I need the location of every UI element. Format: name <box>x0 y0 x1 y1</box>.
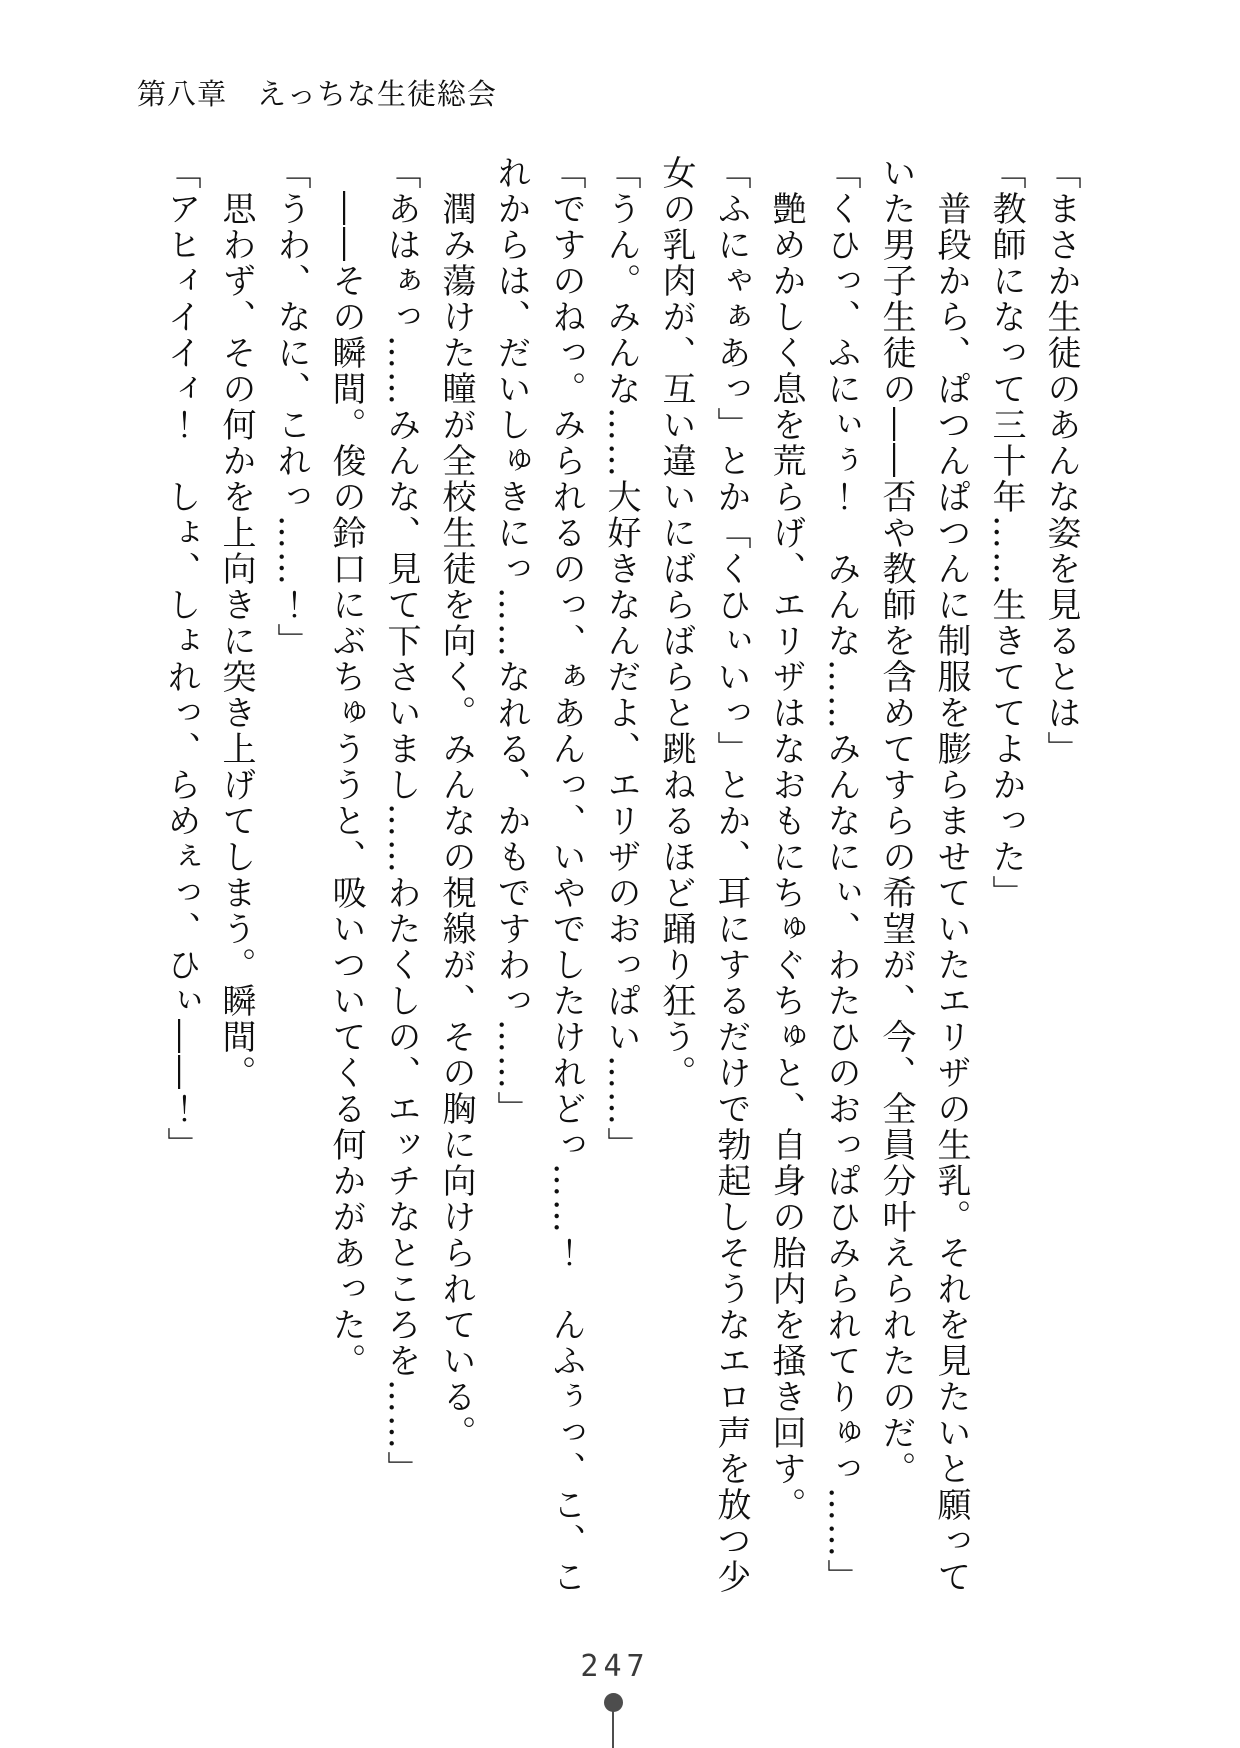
text-column: ――その瞬間。俊の鈴口にぶちゅううと、吸いついてくる何かがあった。 <box>326 191 366 1379</box>
chapter-header: 第八章 えっちな生徒総会 <box>137 77 498 111</box>
text-column: 「教師になって三十年……生きててよかった」 <box>986 155 1026 911</box>
text-column: 「くひっ、ふにぃぅ！ みんな……みんなにぃ、わたひのおっぱひみられてりゅっ……」 <box>821 155 861 1595</box>
text-column: れからは、だいしゅきにっ……なれる、かもですわっ……」 <box>491 155 531 1127</box>
text-column: 「ですのねっ。みられるのっ、ぁあんっ、いやでしたけれどっ……！ んふぅっ、こ、こ <box>546 155 586 1595</box>
text-column: 「アヒィイイィ！ しょ、しょれっ、らめぇっ、ひぃ――！」 <box>161 155 201 1163</box>
page-number: 247 <box>580 1649 650 1684</box>
text-column: 女の乳肉が、互い違いにばらばらと跳ねるほど踊り狂う。 <box>656 155 696 1091</box>
text-column: 思わず、その何かを上向きに突き上げてしまう。瞬間。 <box>216 191 256 1091</box>
text-column: 普段から、ぱつんぱつんに制服を膨らませていたエリザの生乳。それを見たいと願って <box>931 191 971 1595</box>
text-column: 「まさか生徒のあんな姿を見るとは」 <box>1041 155 1081 767</box>
text-column: いた男子生徒の――否や教師を含めてすらの希望が、今、全員分叶えられたのだ。 <box>876 155 916 1487</box>
text-block <box>153 155 1088 1607</box>
text-column: 「ふにゃぁあっ」とか「くひぃいっ」とか、耳にするだけで勃起しそうなエロ声を放つ少 <box>711 155 751 1595</box>
text-column: 「うん。みんな……大好きなんだよ、エリザのおっぱい……」 <box>601 155 641 1163</box>
footer-line <box>612 1710 614 1748</box>
text-column: 潤み蕩けた瞳が全校生徒を向く。みんなの視線が、その胸に向けられている。 <box>436 191 476 1451</box>
text-column: 「あはぁっ……みんな、見て下さいまし……わたくしの、エッチなところを……」 <box>381 155 421 1487</box>
text-column: 「うわ、なに、これっ……！」 <box>271 155 311 659</box>
text-column: 艶めかしく息を荒らげ、エリザはなおもにちゅぐちゅと、自身の胎内を掻き回す。 <box>766 191 806 1523</box>
